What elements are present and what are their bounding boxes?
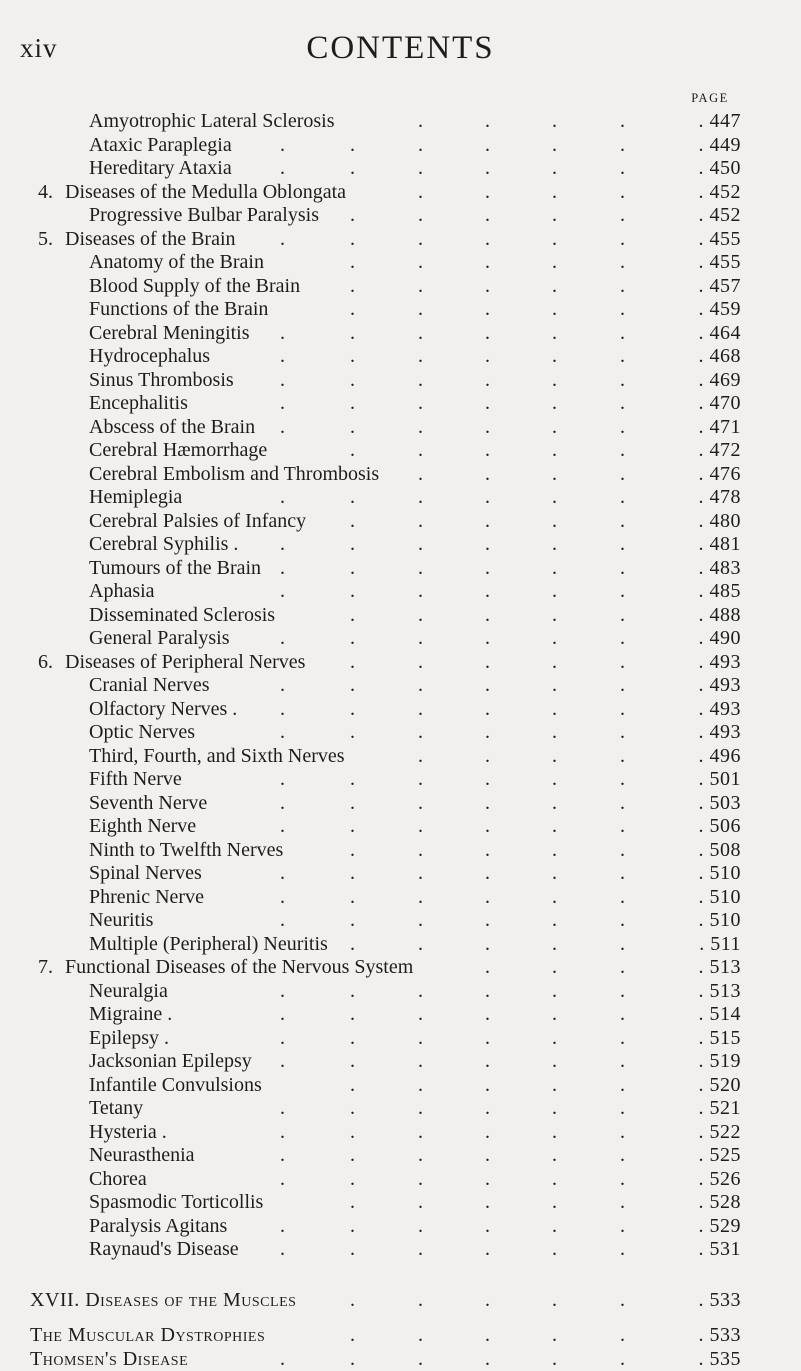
toc-entry-page: . 526: [699, 1168, 742, 1192]
toc-entry-title: Infantile Convulsions: [89, 1074, 262, 1098]
toc-entry[interactable]: Migraine . . 514 . . . . . .: [0, 1003, 801, 1027]
toc-entry-page: . 510: [699, 909, 742, 933]
toc-entry-title: Ataxic Paraplegia: [89, 134, 232, 158]
toc-entry-page: . 535: [699, 1348, 742, 1371]
toc-entry[interactable]: Chorea . 526 . . . . . .: [0, 1168, 801, 1192]
toc-entry-page: . 490: [699, 627, 742, 651]
toc-entry[interactable]: Neurasthenia . 525 . . . . . .: [0, 1144, 801, 1168]
toc-entry-page: . 515: [699, 1027, 742, 1051]
toc-entry-number: 6.: [38, 651, 53, 675]
toc-entry[interactable]: Cerebral Palsies of Infancy . 480 . . . . .: [0, 510, 801, 534]
toc-entry-title: Eighth Nerve: [89, 815, 196, 839]
toc-entry[interactable]: Anatomy of the Brain . 455 . . . . .: [0, 251, 801, 275]
toc-entry-title: Neuritis: [89, 909, 153, 933]
toc-entry[interactable]: 6. Diseases of Peripheral Nerves . 493 . . . . .: [0, 651, 801, 675]
toc-entry[interactable]: Cerebral Embolism and Thrombosis . 476 . . . .: [0, 463, 801, 487]
toc-entry[interactable]: Olfactory Nerves . . 493 . . . . . .: [0, 698, 801, 722]
toc-entry-page: . 469: [699, 369, 742, 393]
toc-entry-title: Thomsen's Disease: [30, 1348, 188, 1371]
toc-entry-title: General Paralysis: [89, 627, 230, 651]
toc-entry-page: . 503: [699, 792, 742, 816]
toc-entry-page: . 457: [699, 275, 742, 299]
toc-entry-title: Spinal Nerves: [89, 862, 202, 886]
toc-entry[interactable]: Cerebral Hæmorrhage . 472 . . . . .: [0, 439, 801, 463]
toc-entry[interactable]: Hydrocephalus . 468 . . . . . .: [0, 345, 801, 369]
toc-entry-title: Diseases of the Medulla Oblongata: [65, 181, 346, 205]
toc-entry[interactable]: Raynaud's Disease . 531 . . . . . .: [0, 1238, 801, 1262]
toc-entry[interactable]: 5. Diseases of the Brain . 455 . . . . . .: [0, 228, 801, 252]
toc-entry-page: . 485: [699, 580, 742, 604]
toc-entry[interactable]: Functions of the Brain . 459 . . . . .: [0, 298, 801, 322]
toc-entry-title: Paralysis Agitans: [89, 1215, 227, 1239]
toc-entry-page: . 501: [699, 768, 742, 792]
section-gap: [0, 1312, 801, 1324]
toc-entry[interactable]: Seventh Nerve . 503 . . . . . .: [0, 792, 801, 816]
toc-entry-title: Seventh Nerve: [89, 792, 207, 816]
toc-entry-page: . 513: [699, 980, 742, 1004]
toc-entry[interactable]: Spinal Nerves . 510 . . . . . .: [0, 862, 801, 886]
toc-entry[interactable]: Jacksonian Epilepsy . 519 . . . . . .: [0, 1050, 801, 1074]
toc-entry[interactable]: Hereditary Ataxia . 450 . . . . . .: [0, 157, 801, 181]
toc-entry-page: . 455: [699, 251, 742, 275]
toc-entry-title: Hereditary Ataxia: [89, 157, 232, 181]
toc-entry-page: . 471: [699, 416, 742, 440]
toc-entry[interactable]: 7. Functional Diseases of the Nervous System . 513 . . .: [0, 956, 801, 980]
toc-entry[interactable]: Cerebral Syphilis . . 481 . . . . . .: [0, 533, 801, 557]
toc-entry[interactable]: Thomsen's Disease . 535 . . . . . .: [0, 1348, 801, 1371]
toc-entry-page: . 455: [699, 228, 742, 252]
toc-entry-title: Ninth to Twelfth Nerves: [89, 839, 283, 863]
toc-entry-page: . 483: [699, 557, 742, 581]
toc-entry-page: . 520: [699, 1074, 742, 1098]
toc-entry-title: Functions of the Brain: [89, 298, 268, 322]
toc-entry-title: Third, Fourth, and Sixth Nerves: [89, 745, 345, 769]
toc-entry[interactable]: General Paralysis . 490 . . . . . .: [0, 627, 801, 651]
toc-entry-title: The Muscular Dystrophies: [30, 1324, 265, 1348]
toc-entry-title: Abscess of the Brain: [89, 416, 255, 440]
toc-entry[interactable]: Abscess of the Brain . 471 . . . . . .: [0, 416, 801, 440]
toc-entry[interactable]: Aphasia . 485 . . . . . .: [0, 580, 801, 604]
toc-entry-title: Aphasia: [89, 580, 155, 604]
toc-entry[interactable]: Paralysis Agitans . 529 . . . . . .: [0, 1215, 801, 1239]
toc-entry-title: Optic Nerves: [89, 721, 195, 745]
toc-entry-number: 4.: [38, 181, 53, 205]
toc-entry-page: . 459: [699, 298, 742, 322]
toc-entry[interactable]: Eighth Nerve . 506 . . . . . .: [0, 815, 801, 839]
toc-entry-title: Disseminated Sclerosis: [89, 604, 275, 628]
toc-entry-title: Amyotrophic Lateral Sclerosis: [89, 110, 335, 134]
toc-entry-title: Neuralgia: [89, 980, 168, 1004]
toc-entry-page: . 452: [699, 204, 742, 228]
page-column-label: PAGE: [680, 91, 740, 106]
toc-entry-title: Diseases of Peripheral Nerves: [65, 651, 305, 675]
toc-entry[interactable]: Tumours of the Brain . 483 . . . . . .: [0, 557, 801, 581]
toc-entry-title: Fifth Nerve: [89, 768, 182, 792]
toc-entry-title: Tumours of the Brain: [89, 557, 261, 581]
toc-entry-page: . 468: [699, 345, 742, 369]
toc-entry[interactable]: Infantile Convulsions . 520 . . . . .: [0, 1074, 801, 1098]
toc-entry-page: . 533: [699, 1289, 742, 1313]
toc-entry[interactable]: Neuritis . 510 . . . . . .: [0, 909, 801, 933]
toc-entry-page: . 493: [699, 674, 742, 698]
toc-entry-page: . 529: [699, 1215, 742, 1239]
toc-entry-title: Diseases of the Brain: [65, 228, 236, 252]
toc-entry[interactable]: Cranial Nerves . 493 . . . . . .: [0, 674, 801, 698]
toc-entry[interactable]: Tetany . 521 . . . . . .: [0, 1097, 801, 1121]
toc-entry-page: . 493: [699, 651, 742, 675]
toc-entry-title: Neurasthenia: [89, 1144, 195, 1168]
toc-entry-title: Cerebral Palsies of Infancy: [89, 510, 306, 534]
toc-entry-page: . 531: [699, 1238, 742, 1262]
toc-entry-title: Anatomy of the Brain: [89, 251, 264, 275]
toc-entry-title: Olfactory Nerves .: [89, 698, 237, 722]
toc-entry-page: . 508: [699, 839, 742, 863]
toc-entry-page: . 521: [699, 1097, 742, 1121]
toc-entry-page: . 511: [699, 933, 741, 957]
toc-entry-page: . 449: [699, 134, 742, 158]
toc-entry-title: Migraine .: [89, 1003, 172, 1027]
toc-entry-page: . 481: [699, 533, 742, 557]
toc-entry-title: Cerebral Syphilis .: [89, 533, 238, 557]
toc-entry[interactable]: Cerebral Meningitis . 464 . . . . . .: [0, 322, 801, 346]
toc-entry-page: . 470: [699, 392, 742, 416]
toc-entry[interactable]: Ninth to Twelfth Nerves . 508 . . . . .: [0, 839, 801, 863]
toc-entry-title: Phrenic Nerve: [89, 886, 204, 910]
toc-entry[interactable]: Spasmodic Torticollis . 528 . . . . .: [0, 1191, 801, 1215]
toc-entry-page: . 496: [699, 745, 742, 769]
toc-entry-page: . 522: [699, 1121, 742, 1145]
page-number: xiv: [20, 33, 58, 64]
toc-entry-title: XVII. Diseases of the Muscles: [30, 1289, 296, 1313]
toc-entry-page: . 519: [699, 1050, 742, 1074]
toc-entry-title: Epilepsy .: [89, 1027, 169, 1051]
toc-entry-page: . 447: [699, 110, 742, 134]
table-of-contents: [0, 110, 801, 1371]
toc-entry-page: . 472: [699, 439, 742, 463]
toc-entry-title: Cerebral Meningitis: [89, 322, 250, 346]
toc-entry-page: . 528: [699, 1191, 742, 1215]
toc-entry-page: . 488: [699, 604, 742, 628]
toc-entry[interactable]: Disseminated Sclerosis . 488 . . . . .: [0, 604, 801, 628]
toc-entry-title: Encephalitis: [89, 392, 188, 416]
toc-entry-title: Chorea: [89, 1168, 147, 1192]
toc-entry-title: Blood Supply of the Brain: [89, 275, 300, 299]
toc-entry-title: Spasmodic Torticollis: [89, 1191, 263, 1215]
toc-entry-page: . 510: [699, 886, 742, 910]
toc-entry[interactable]: Optic Nerves . 493 . . . . . .: [0, 721, 801, 745]
toc-entry[interactable]: Ataxic Paraplegia . 449 . . . . . .: [0, 134, 801, 158]
toc-entry[interactable]: Phrenic Nerve . 510 . . . . . .: [0, 886, 801, 910]
toc-entry[interactable]: Hysteria . . 522 . . . . . .: [0, 1121, 801, 1145]
toc-entry[interactable]: Progressive Bulbar Paralysis . 452 . . . . .: [0, 204, 801, 228]
toc-entry[interactable]: Sinus Thrombosis . 469 . . . . . .: [0, 369, 801, 393]
toc-entry-page: . 513: [699, 956, 742, 980]
page-title: CONTENTS: [0, 30, 801, 67]
toc-entry[interactable]: Blood Supply of the Brain . 457 . . . . .: [0, 275, 801, 299]
toc-entry[interactable]: 4. Diseases of the Medulla Oblongata . 452 . . . .: [0, 181, 801, 205]
toc-entry-title: Tetany: [89, 1097, 143, 1121]
toc-entry-title: Cranial Nerves: [89, 674, 210, 698]
toc-entry-page: . 450: [699, 157, 742, 181]
toc-entry-page: . 510: [699, 862, 742, 886]
toc-entry[interactable]: Hemiplegia . 478 . . . . . .: [0, 486, 801, 510]
toc-entry-page: . 493: [699, 721, 742, 745]
toc-entry-title: Sinus Thrombosis: [89, 369, 234, 393]
toc-entry-page: . 480: [699, 510, 742, 534]
toc-entry[interactable]: Encephalitis . 470 . . . . . .: [0, 392, 801, 416]
toc-entry-page: . 476: [699, 463, 742, 487]
toc-entry-page: . 464: [699, 322, 742, 346]
toc-entry-title: Hemiplegia: [89, 486, 182, 510]
toc-entry[interactable]: Epilepsy . . 515 . . . . . .: [0, 1027, 801, 1051]
toc-entry-page: . 506: [699, 815, 742, 839]
toc-entry-page: . 452: [699, 181, 742, 205]
toc-entry-title: Raynaud's Disease: [89, 1238, 239, 1262]
toc-entry-title: Hydrocephalus: [89, 345, 210, 369]
toc-entry[interactable]: Neuralgia . 513 . . . . . .: [0, 980, 801, 1004]
toc-entry[interactable]: Third, Fourth, and Sixth Nerves . 496 . . . .: [0, 745, 801, 769]
toc-entry-number: 7.: [38, 956, 53, 980]
toc-entry-title: Multiple (Peripheral) Neuritis: [89, 933, 328, 957]
toc-entry[interactable]: The Muscular Dystrophies . 533 . . . . .: [0, 1324, 801, 1348]
section-gap: [0, 1262, 801, 1289]
toc-entry-title: Cerebral Hæmorrhage: [89, 439, 267, 463]
toc-entry-title: Progressive Bulbar Paralysis: [89, 204, 319, 228]
toc-entry[interactable]: Multiple (Peripheral) Neuritis . 511 . . . . .: [0, 933, 801, 957]
toc-entry-page: . 514: [699, 1003, 742, 1027]
toc-entry-page: . 525: [699, 1144, 742, 1168]
toc-entry-title: Cerebral Embolism and Thrombosis: [89, 463, 379, 487]
toc-entry-title: Hysteria .: [89, 1121, 167, 1145]
toc-entry-number: 5.: [38, 228, 53, 252]
toc-entry[interactable]: Fifth Nerve . 501 . . . . . .: [0, 768, 801, 792]
toc-entry[interactable]: XVII. Diseases of the Muscles . 533 . . . . .: [0, 1289, 801, 1313]
toc-entry[interactable]: Amyotrophic Lateral Sclerosis . 447 . . . .: [0, 110, 801, 134]
toc-entry-title: Jacksonian Epilepsy: [89, 1050, 252, 1074]
toc-entry-page: . 533: [699, 1324, 742, 1348]
toc-entry-page: . 478: [699, 486, 742, 510]
toc-entry-page: . 493: [699, 698, 742, 722]
toc-entry-title: Functional Diseases of the Nervous System: [65, 956, 413, 980]
